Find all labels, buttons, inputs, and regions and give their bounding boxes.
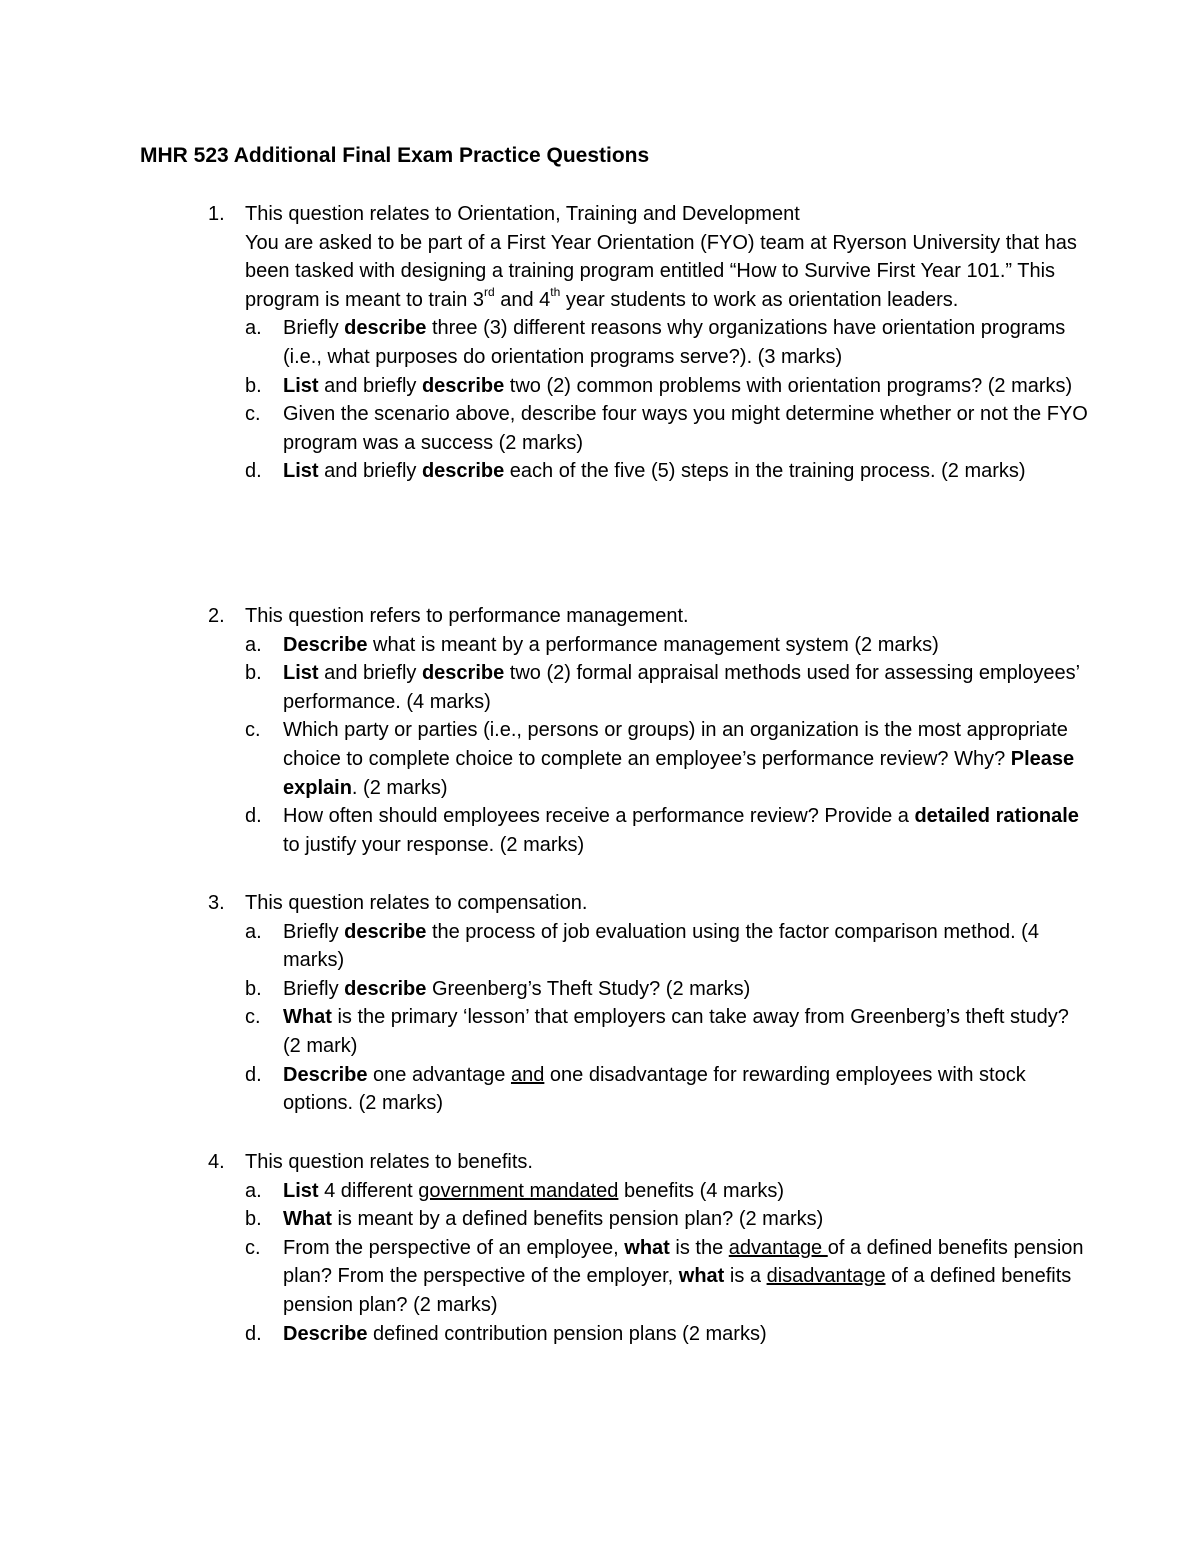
keyword: describe <box>344 317 427 340</box>
scenario-text: and 4 <box>494 288 551 311</box>
text: the process of job evaluation using the factor comparison method. (4 marks) <box>283 920 1039 972</box>
keyword: Please explain <box>283 747 1075 799</box>
sub-question-letter: d. <box>245 805 262 828</box>
page-title: MHR 523 Additional Final Exam Practice Questions <box>140 144 650 167</box>
text: each of the five (5) steps in the training process. (2 marks) <box>504 460 1026 483</box>
text: to justify your response. (2 marks) <box>283 833 585 856</box>
sub-question-a <box>245 314 1088 371</box>
sub-question-letter: b. <box>245 374 262 397</box>
keyword: List <box>283 662 319 685</box>
sub-question-letter: d. <box>245 1063 262 1086</box>
keyword: describe <box>344 920 427 943</box>
text: Briefly <box>283 977 345 1000</box>
text: From the perspective of an employee, <box>283 1236 625 1259</box>
question-lead: This question relates to Orientation, Training and Development <box>245 203 800 225</box>
sub-question-d <box>245 1320 1088 1349</box>
text: three (3) different reasons why organizations have orientation programs (i.e., what purposes do orientation programs serve?). (3 marks) <box>283 317 1066 368</box>
text: and briefly <box>318 662 422 685</box>
sub-question-b <box>245 659 1088 716</box>
text: and briefly <box>318 374 422 397</box>
text: what is meant by a performance management system (2 marks) <box>367 633 939 656</box>
sub-question-letter: c. <box>245 719 261 742</box>
sub-question-letter: b. <box>245 1208 262 1231</box>
question-lead: This question relates to compensation. <box>245 892 588 914</box>
sub-question-letter: b. <box>245 662 262 685</box>
text: How often should employees receive a performance review? Provide a <box>283 805 915 828</box>
superscript: th <box>550 285 561 300</box>
text: Greenberg’s Theft Study? (2 marks) <box>426 977 751 1000</box>
text: . (2 marks) <box>351 776 448 799</box>
text: is a <box>724 1265 767 1288</box>
text: Briefly <box>283 920 345 943</box>
sub-question-b <box>245 975 1088 1004</box>
keyword: List <box>283 460 319 483</box>
sub-question-letter: a. <box>245 920 262 943</box>
sub-question-letter: d. <box>245 1322 262 1345</box>
scenario-text: You are asked to be part of a First Year Orientation (FYO) team at Ryerson University that has been tasked with designing a training program entitled “How to Survive First Year 101.” This program is meant to train 3 <box>245 231 1077 311</box>
keyword: What <box>283 1006 332 1029</box>
sub-question-c <box>245 716 1088 802</box>
sub-question-b <box>245 1205 1088 1234</box>
question-number: 3. <box>208 892 225 914</box>
keyword: describe <box>421 662 505 685</box>
text: is meant by a defined benefits pension plan? (2 marks) <box>331 1208 824 1231</box>
sub-question-c <box>245 1234 1088 1320</box>
keyword: Describe <box>283 1063 368 1086</box>
question-1 <box>208 200 1088 486</box>
question-4 <box>208 1148 1088 1348</box>
underlined-text: and <box>510 1063 545 1086</box>
question-number: 4. <box>208 1151 225 1173</box>
text: one advantage <box>367 1063 511 1086</box>
text: is the <box>669 1236 729 1259</box>
question-body <box>245 200 1088 486</box>
sub-question-d <box>245 802 1088 859</box>
keyword: what <box>678 1265 725 1288</box>
keyword: describe <box>421 460 505 483</box>
text: two (2) common problems with orientation programs? (2 marks) <box>504 374 1073 397</box>
sub-question-letter: a. <box>245 1179 262 1202</box>
sub-question-letter: c. <box>245 1006 261 1029</box>
text: and briefly <box>318 460 422 483</box>
keyword: detailed rationale <box>914 805 1079 828</box>
sub-question-letter: c. <box>245 403 261 426</box>
sub-question-d <box>245 1061 1088 1118</box>
question-lead: This question relates to benefits. <box>245 1151 533 1173</box>
sub-question-a <box>245 631 1088 660</box>
keyword: describe <box>421 374 505 397</box>
sub-question-d <box>245 457 1088 486</box>
sub-question-c <box>245 400 1088 457</box>
sub-question-letter: a. <box>245 633 262 656</box>
keyword: List <box>283 374 319 397</box>
text: Briefly <box>283 317 345 340</box>
question-number: 1. <box>208 203 225 225</box>
sub-question-letter: c. <box>245 1236 261 1259</box>
question-body <box>245 889 1088 1118</box>
sub-question-a <box>245 918 1088 975</box>
sub-question-a <box>245 1177 1088 1206</box>
question-2 <box>208 602 1088 859</box>
sub-question-b <box>245 372 1088 401</box>
text: Given the scenario above, describe four ways you might determine whether or not the FYO program was a success (2 marks) <box>283 403 1088 454</box>
text: Which party or parties (i.e., persons or groups) in an organization is the most appropriate choice to complete choice to complete an employee’s performance review? Why? <box>283 719 1068 770</box>
text: one disadvantage for rewarding employees with stock options. (2 marks) <box>283 1063 1026 1115</box>
sub-question-letter: d. <box>245 460 262 483</box>
underlined-text: advantage <box>728 1236 828 1259</box>
question-lead: This question refers to performance management. <box>245 605 689 627</box>
question-body <box>245 1148 1088 1348</box>
sub-question-c <box>245 1003 1088 1060</box>
keyword: Describe <box>283 633 368 656</box>
keyword: Describe <box>283 1322 368 1345</box>
question-3 <box>208 889 1088 1118</box>
keyword: what <box>624 1236 670 1259</box>
question-number: 2. <box>208 605 225 627</box>
text: of a defined benefits pension plan? (2 marks) <box>283 1265 1072 1316</box>
question-scenario <box>245 229 1088 315</box>
text: of a defined benefits pension plan? From the perspective of the employer, <box>283 1236 1084 1288</box>
underlined-text: disadvantage <box>766 1265 886 1288</box>
text: is the primary ‘lesson’ that employers can take away from Greenberg’s theft study? (2 mark) <box>283 1006 1069 1057</box>
text: benefits (4 marks) <box>618 1179 785 1202</box>
sub-question-letter: b. <box>245 977 262 1000</box>
text: two (2) formal appraisal methods used for assessing employees’ performance. (4 marks) <box>283 662 1080 713</box>
question-body <box>245 602 1088 859</box>
text: defined contribution pension plans (2 marks) <box>367 1322 767 1345</box>
superscript: rd <box>484 285 495 300</box>
underlined-text: government mandated <box>418 1179 619 1202</box>
scenario-text: year students to work as orientation leaders. <box>560 288 959 311</box>
keyword: List <box>283 1179 319 1202</box>
keyword: What <box>283 1208 332 1231</box>
sub-question-letter: a. <box>245 317 262 340</box>
text: 4 different <box>318 1179 419 1202</box>
keyword: describe <box>344 977 427 1000</box>
